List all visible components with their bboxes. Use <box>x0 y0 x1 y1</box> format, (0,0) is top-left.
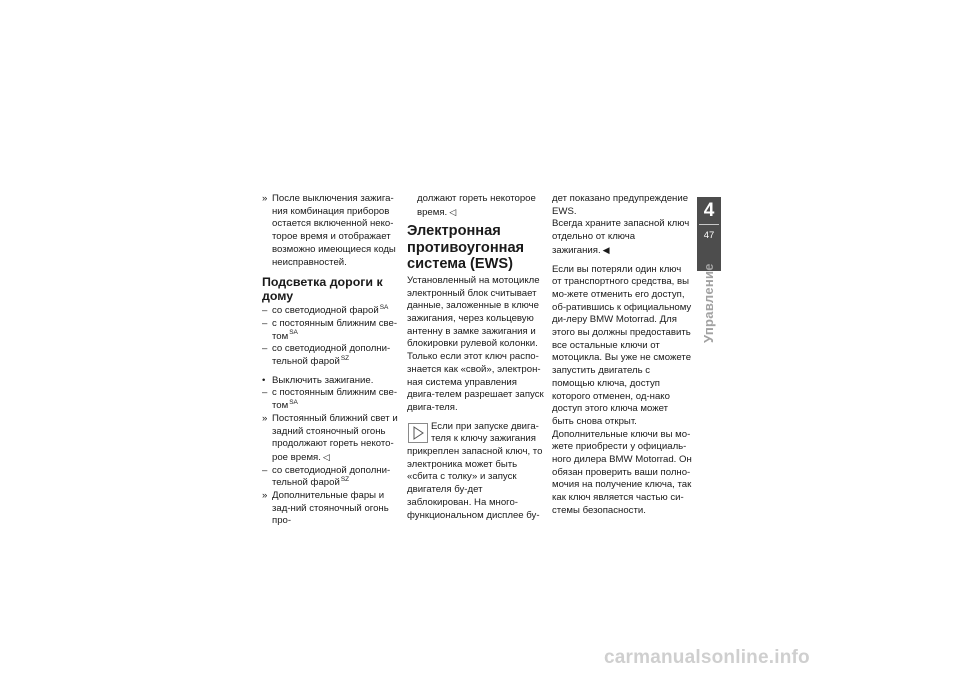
procedure-item <box>262 465 402 490</box>
procedure-list <box>262 375 402 528</box>
end-of-section-icon: ◁ <box>449 206 457 217</box>
list-marker: – <box>262 464 268 476</box>
end-of-step-icon: ◁ <box>322 451 330 462</box>
list-marker: – <box>262 305 268 317</box>
equipment-list-item <box>262 305 402 318</box>
equipment-code: SZ <box>340 476 350 484</box>
equipment-code: SA <box>289 398 298 406</box>
notice-lead-text: Если при запуске двига-теля к ключу зажигания <box>431 420 539 445</box>
equipment-list-item <box>262 343 402 368</box>
procedure-item <box>262 387 402 412</box>
chapter-tab <box>697 197 721 271</box>
list-marker: – <box>262 387 268 399</box>
list-marker: – <box>262 317 268 329</box>
storage-paragraph: Всегда храните запасной ключ отдельно от ключа зажигания. ◀ <box>552 218 690 256</box>
list-item-text: со светодиодной фарой <box>272 305 379 317</box>
text-column-2 <box>407 193 547 522</box>
section-heading-ews: Электронная противоугонная система (EWS) <box>407 223 525 273</box>
chapter-divider <box>699 224 719 225</box>
watermark-text: carmanualsonline.info <box>604 647 810 668</box>
continuation-text: дет показано предупреждение EWS. <box>552 193 689 217</box>
list-item-text: со светодиодной дополни-тельной фарой <box>272 343 391 368</box>
procedure-item <box>262 413 402 465</box>
procedure-item <box>262 375 402 388</box>
result-marker: » <box>262 193 268 204</box>
list-item-text: Дополнительные фары и зад-ний стояночный огонь про- <box>272 490 389 527</box>
list-marker: • <box>262 374 266 386</box>
list-item-text: с постоянным ближним све-том <box>272 317 398 342</box>
procedure-item <box>262 490 402 528</box>
intro-text: После выключения зажига-ния комбинация приборов остается включенной неко-торое время и отображает возможно имеющиеся коды неисправностей. <box>272 193 396 268</box>
equipment-code: SZ <box>340 354 350 362</box>
notice-block <box>407 421 547 523</box>
list-item-text: Постоянный ближний свет и задний стояночный огонь продолжают гореть некото-рое время. <box>272 412 398 463</box>
list-item-text: со светодиодной дополни-тельной фарой <box>272 464 391 489</box>
equipment-list <box>262 305 402 369</box>
page-number: 47 <box>703 230 715 241</box>
list-item-text: Выключить зажигание. <box>272 374 374 386</box>
equipment-code: SA <box>379 304 389 312</box>
text-column-1 <box>262 193 402 528</box>
text-column-3 <box>552 193 692 518</box>
ews-paragraph: Установленный на мотоцикле электронный блок считывает данные, заложенные в ключе зажигания, через кольцевую антенну в замке зажигания и блокировки рулевой колонки. Только если этот ключ распо-знается как «свой», электрон-ная система управления двига-телем разрешает запуск двига-теля. <box>407 274 544 413</box>
intro-item <box>262 193 402 269</box>
notice-text: прикреплен запасной ключ, то электроника может быть «сбита с толку» и запуск двигателя бу-дет заблокирован. На много-функциональном дисплее бу- <box>407 446 543 521</box>
list-marker: » <box>262 490 268 502</box>
chapter-number: 4 <box>703 200 715 221</box>
lost-key-paragraph: Если вы потеряли один ключ от транспортного средства, вы мо-жете отменить его доступ, об-ратившись к официальному ди-леру BMW Motorrad. Для этого вы должны предоставить все остальные ключи от мотоцикла. Вы уже не сможете запустить двигатель с помощью ключа, доступ которого отменен, од-нако доступ этого ключа может быть снова открыт. <box>552 263 692 427</box>
section-title: Управление <box>701 263 716 343</box>
list-marker: » <box>262 412 268 424</box>
equipment-list-item <box>262 318 402 343</box>
notice-icon <box>408 423 428 443</box>
end-of-section-filled-icon: ◀ <box>602 244 610 255</box>
extra-keys-paragraph: Дополнительные ключи вы мо-жете приобрести у официаль-ного дилера BMW Motorrad. Он обязан проверить ваши полно-мочия на получение ключа, так как ключ является частью си-стемы безопасности. <box>552 428 692 516</box>
list-item-text: с постоянным ближним све-том <box>272 387 398 412</box>
section-heading-home-lighting: Подсветка дороги к дому <box>262 275 383 304</box>
list-marker: – <box>262 343 268 355</box>
continuation-text: должают гореть некоторое время. ◁ <box>417 193 536 218</box>
equipment-code: SA <box>289 329 298 337</box>
